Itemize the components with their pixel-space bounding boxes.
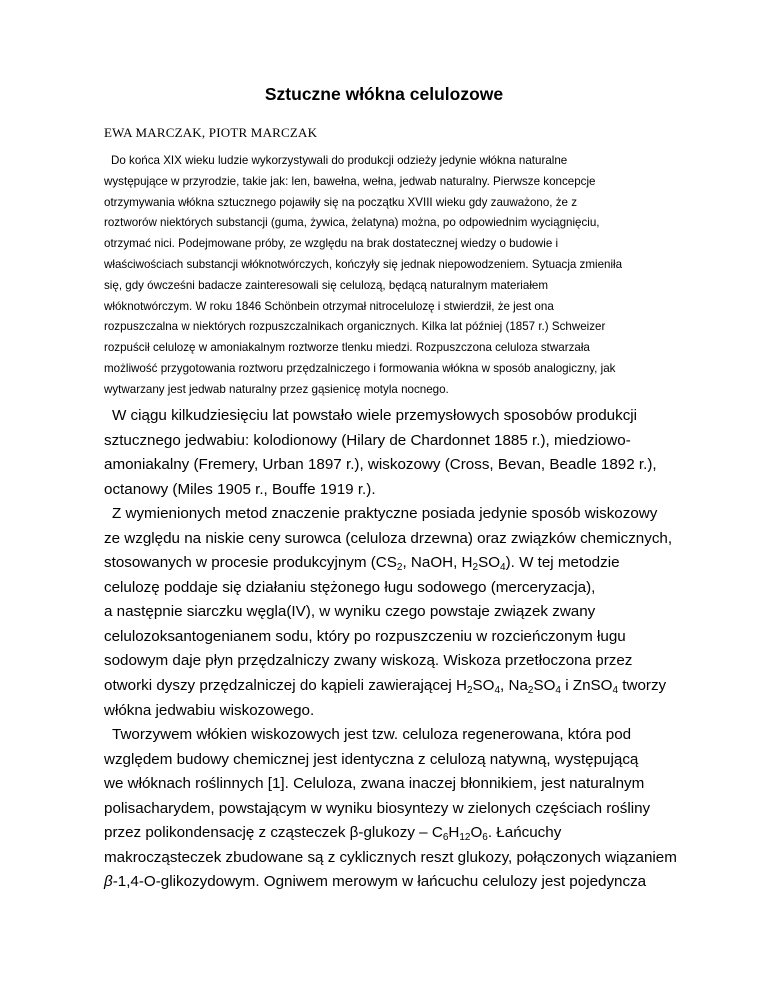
paragraph-2-line: celulozoksantogenianem sodu, który po rozpuszczeniu w rozcieńczonym ługu — [104, 627, 626, 645]
paragraph-2-line: ze względu na niskie ceny surowca (celuloza drzewna) oraz związków chemicznych, — [104, 529, 673, 547]
text-run: , Na — [500, 677, 528, 695]
text-run: i ZnSO — [560, 677, 613, 695]
intro-line: otrzymać nici. Podejmowane próby, ze względu na brak dostatecznej wiedzy o budowie i — [104, 237, 559, 251]
paragraph-1-line: W ciągu kilkudziesięciu lat powstało wiele przemysłowych sposobów produkcji — [112, 407, 638, 424]
paragraph-2-line — [104, 551, 684, 576]
text-run: . Łańcuchy — [487, 824, 562, 842]
intro-line: się, gdy ówcześni badacze zainteresowali się celulozą, będącą naturalnym materiałem — [104, 278, 549, 292]
greek-beta: β — [104, 873, 113, 891]
intro-line: możliwość przygotowania roztworu przędzalniczego i formowania włókna w sposób analogiczny, jak — [104, 361, 616, 375]
text-run: , NaOH, H — [402, 554, 473, 572]
paragraph-1-line: amoniakalny (Fremery, Urban 1897 r.), wiskozowy (Cross, Bevan, Beadle 1892 r.), — [104, 456, 657, 474]
intro-line: właściwościach substancji włóknotwórczych, kończyły się jednak niepowodzeniem. Sytuacja zmieniła — [104, 257, 623, 271]
paragraph-1-line: octanowy (Miles 1905 r., Bouffe 1919 r.). — [104, 480, 376, 498]
paragraph-2-line: a następnie siarczku węgla(IV), w wyniku czego powstaje związek zwany — [104, 603, 596, 621]
paragraph-2-line — [104, 674, 684, 699]
text-run: SO — [472, 677, 495, 695]
subscript: 12 — [459, 832, 471, 844]
intro-line: Do końca XIX wieku ludzie wykorzystywali do produkcji odzieży jedynie włókna naturalne — [111, 154, 568, 167]
intro-line: rozpuścił celulozę w amoniakalnym roztworze tlenku miedzi. Rozpuszczona celuloza stwarzała — [104, 341, 590, 355]
text-run: H — [448, 824, 460, 842]
text-run: -1,4-O-glikozydowym. Ogniwem merowym w łańcuchu celulozy jest pojedyncza — [112, 873, 647, 891]
subscript: 2 — [466, 685, 473, 697]
subscript: 4 — [500, 562, 506, 574]
text-run: tworzy — [618, 677, 667, 695]
intro-line: włóknotwórczym. W roku 1846 Schönbein otrzymał nitrocelulozę i stwierdził, że jest ona — [104, 299, 554, 313]
paragraph-3-line — [104, 821, 684, 846]
subscript: 6 — [482, 832, 488, 844]
paragraph-3-line: polisacharydem, powstającym w wyniku biosyntezy w zielonych częściach rośliny — [104, 799, 651, 817]
paragraph-1-line: sztucznego jedwabiu: kolodionowy (Hilary de Chardonnet 1885 r.), miedziowo- — [104, 431, 631, 449]
text-run: przez polikondensację z cząsteczek β-glukozy – C — [104, 824, 443, 842]
subscript: 4 — [612, 685, 619, 697]
text-run: O — [470, 824, 483, 842]
paragraph-2-line: Z wymienionych metod znaczenie praktyczne posiada jedynie sposób wiskozowy — [112, 505, 658, 523]
paragraph-2-line: celulozę poddaje się działaniu stężonego ługu sodowego (merceryzacja), — [104, 578, 596, 596]
subscript: 6 — [442, 832, 449, 844]
subscript: 4 — [555, 685, 561, 697]
intro-line: rozpuszczalna w niektórych rozpuszczalnikach organicznych. Kilka lat później (1857 r.) Schweizer — [104, 320, 606, 334]
text-run: otworki dyszy przędzalniczej do kąpieli zawierającej H — [104, 677, 467, 695]
intro-line: wytwarzany jest jedwab naturalny przez gąsienicę motyla nocnego. — [104, 382, 449, 396]
paragraph-3-line: względem budowy chemicznej jest identyczna z celulozą natywną, występującą — [104, 750, 639, 768]
text-run: ). W tej metodzie — [505, 554, 620, 572]
paragraph-2-line: sodowym daje płyn przędzalniczy zwany wiskozą. Wiskoza przetłoczona przez — [104, 652, 633, 670]
authors: EWA MARCZAK, PIOTR MARCZAK — [104, 125, 318, 140]
body-text — [104, 404, 684, 895]
subscript: 2 — [472, 562, 479, 574]
paragraph-3-line — [104, 870, 684, 895]
text-run: SO — [533, 677, 556, 695]
subscript: 2 — [527, 685, 534, 697]
intro-line: występujące w przyrodzie, takie jak: len, bawełna, wełna, jedwab naturalny. Pierwsze koncepcje — [104, 174, 596, 188]
subscript: 4 — [494, 685, 501, 697]
subscript: 2 — [396, 562, 403, 574]
paragraph-2-line: włókna jedwabiu wiskozowego. — [104, 701, 315, 719]
paragraph-3-line: makrocząsteczek zbudowane są z cyklicznych reszt glukozy, połączonych wiązaniem — [104, 848, 677, 866]
paragraph-3-line: we włóknach roślinnych [1]. Celuloza, zwana inaczej błonnikiem, jest naturalnym — [104, 775, 645, 793]
page-title: Sztuczne włókna celulozowe — [264, 84, 504, 104]
text-run: SO — [478, 554, 501, 572]
intro-line: otrzymywania włókna sztucznego pojawiły się na początku XVIII wieku gdy zauważono, że z — [104, 195, 578, 209]
intro-line: roztworów niektórych substancji (guma, żywica, żelatyna) można, po odpowiednim wyciągnięciu, — [104, 216, 600, 230]
paragraph-3-line: Tworzywem włókien wiskozowych jest tzw. celuloza regenerowana, która pod — [112, 726, 632, 744]
intro-paragraph — [104, 151, 684, 401]
text-run: stosowanych w procesie produkcyjnym (CS — [104, 554, 397, 572]
